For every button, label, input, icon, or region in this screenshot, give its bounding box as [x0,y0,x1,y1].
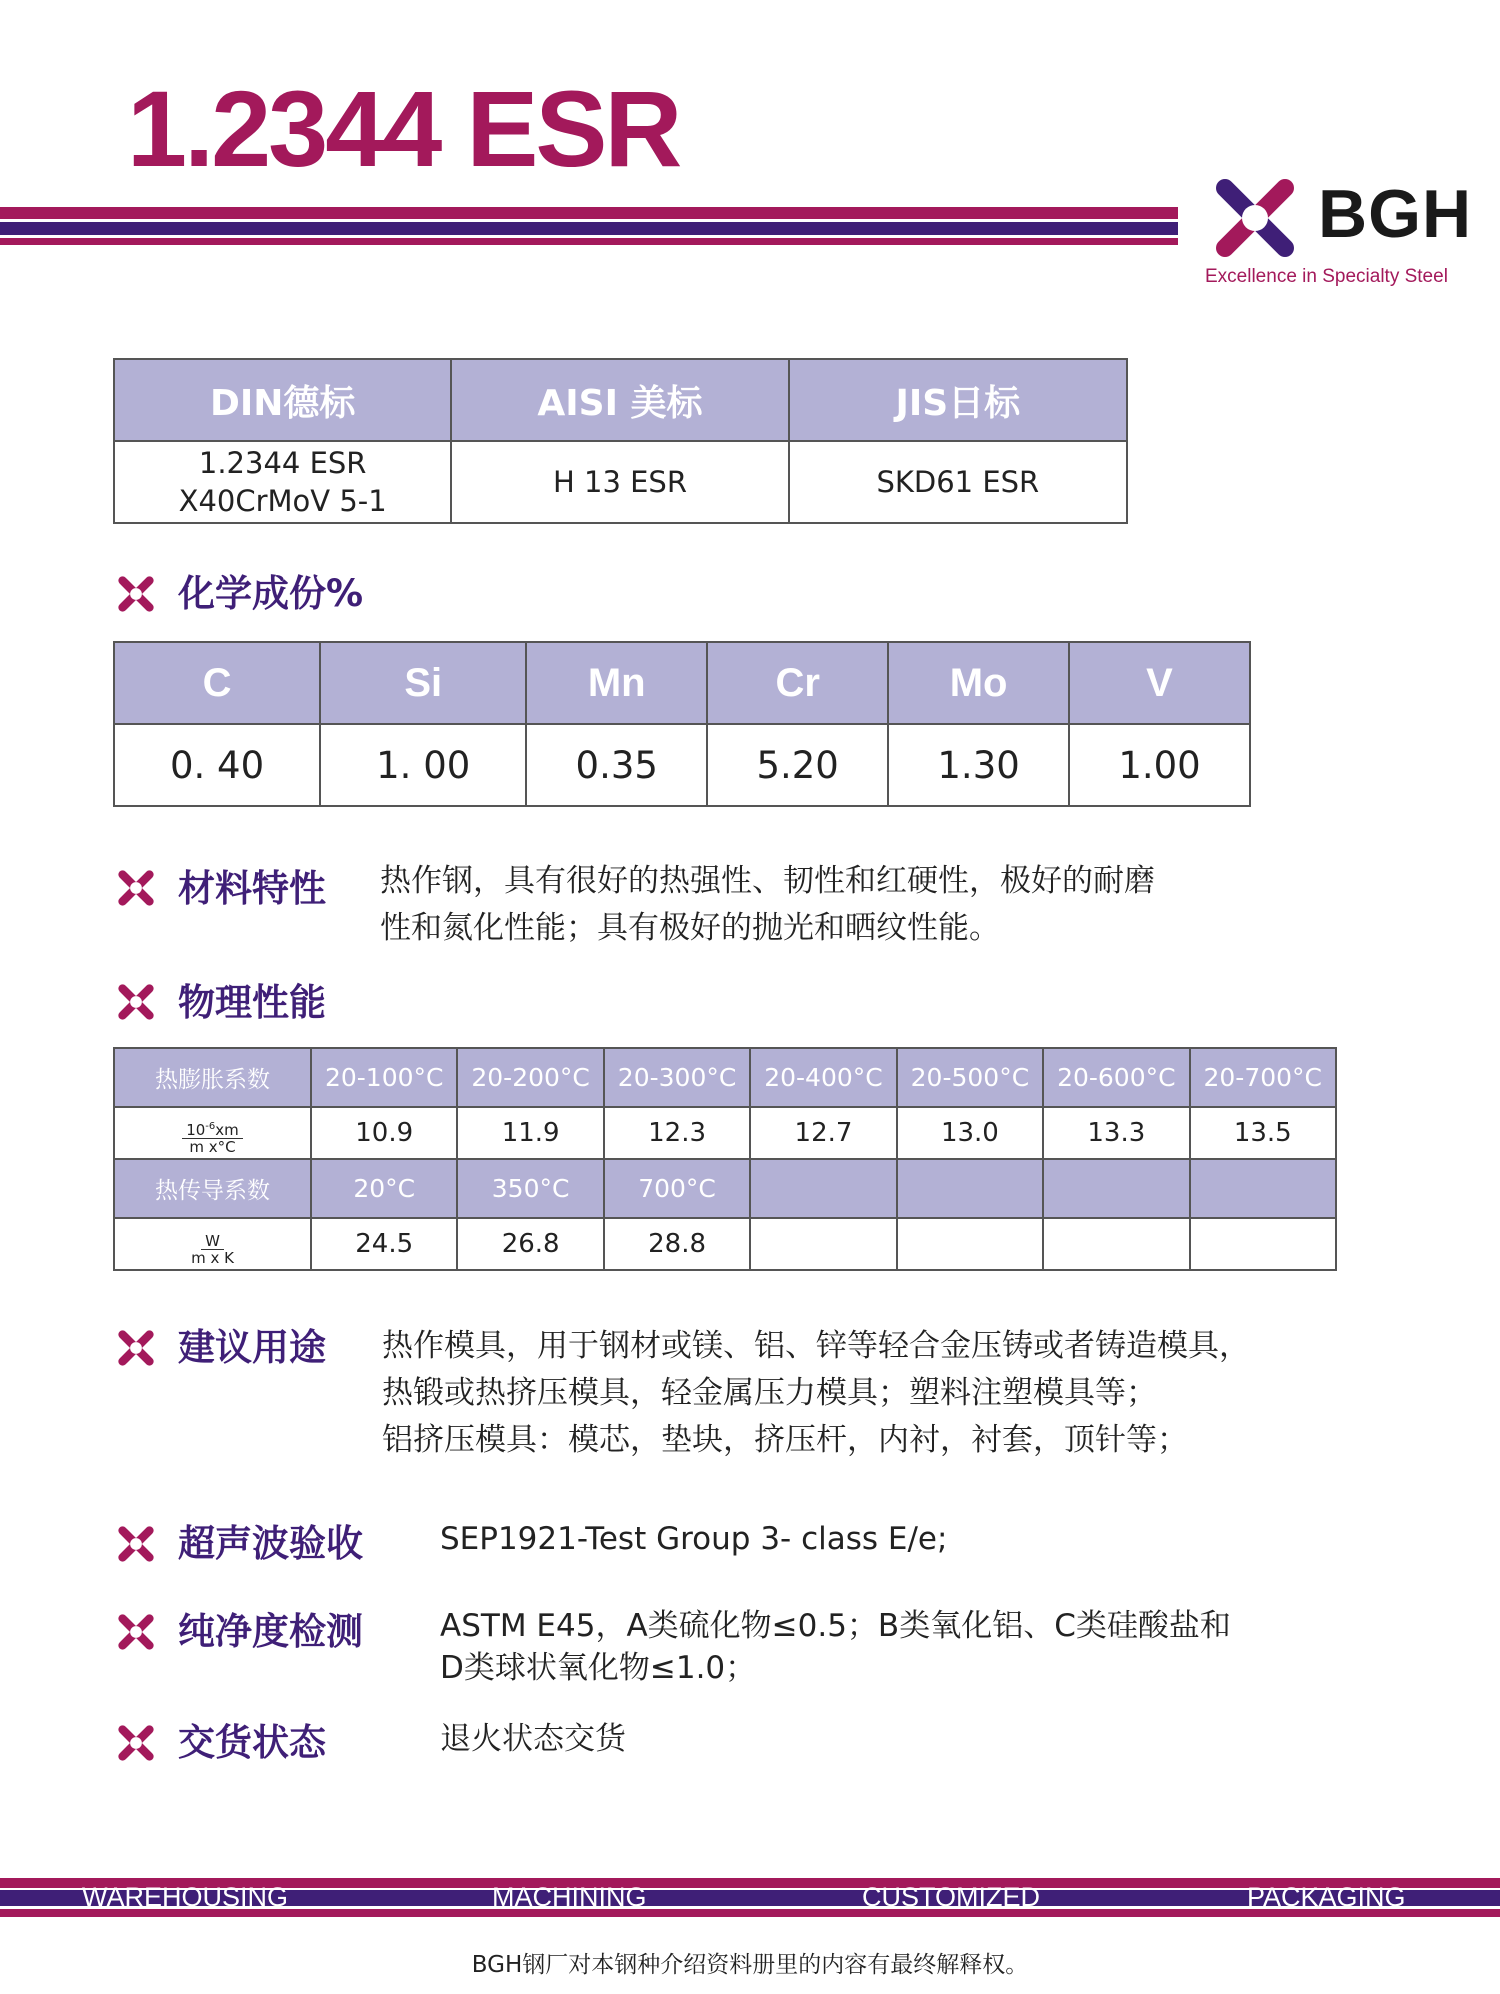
conductivity-unit [114,1218,311,1270]
din-grade: 1.2344 ESR [198,446,367,480]
expansion-label: 热膨胀系数 [114,1048,311,1107]
text-line: 铝挤压模具：模芯，垫块，挤压杆，内衬，衬套，顶针等； [382,1422,1188,1458]
element-header: C [114,642,320,724]
element-value: 1. 00 [320,724,526,806]
table-row [114,724,1250,806]
conductivity-value: 24.5 [311,1218,457,1270]
text-line: D类球状氧化物≤1.0； [440,1650,757,1686]
empty-cell [750,1218,896,1270]
unit-base: 10 [186,1120,206,1139]
physical-title: 物理性能 [178,981,326,1024]
usage-title: 建议用途 [178,1326,326,1369]
bgh-mark-icon [115,1722,157,1764]
element-value: 5.20 [707,724,888,806]
purity-text [440,1605,1231,1689]
text-line: 热作钢，具有很好的热强性、韧性和红硬性，极好的耐磨 [380,863,1155,899]
footer-item-customized: CUSTOMIZED [862,1882,1041,1912]
din-name: X40CrMoV 5-1 [178,484,387,518]
brand-name: BGH [1318,176,1473,252]
temp-header: 20-200°C [457,1048,603,1107]
bgh-mark-icon [115,1327,157,1369]
bgh-mark-icon [115,981,157,1023]
expansion-value: 12.7 [750,1107,896,1159]
bgh-mark-icon [115,867,157,909]
text-line: ASTM E45，A类硫化物≤0.5；B类氧化铝、C类硅酸盐和 [440,1608,1231,1644]
material-title: 材料特性 [178,867,326,910]
temp-header: 20°C [311,1159,457,1218]
bgh-logo-icon [1205,168,1305,268]
physical-table [113,1047,1337,1271]
empty-cell [750,1159,896,1218]
delivery-text: 退火状态交货 [440,1721,626,1757]
empty-cell [1043,1159,1189,1218]
element-value: 0. 40 [114,724,320,806]
empty-cell [1190,1159,1336,1218]
table-row [114,1107,1336,1159]
brand-tagline: Excellence in Specialty Steel [1205,266,1448,287]
unit-numerator: W [201,1233,224,1250]
delivery-title: 交货状态 [178,1721,326,1764]
element-value: 1.30 [888,724,1069,806]
table-row [114,359,1127,441]
element-value: 0.35 [526,724,707,806]
footer-item-warehousing: WAREHOUSING [82,1882,289,1912]
element-header: Si [320,642,526,724]
conductivity-label: 热传导系数 [114,1159,311,1218]
header-stripe [0,207,1178,219]
table-row [114,441,1127,523]
footer-note: BGH钢厂对本钢种介绍资料册里的内容有最终解释权。 [471,1952,1029,1978]
empty-cell [897,1159,1043,1218]
element-header: Mo [888,642,1069,724]
temp-header: 20-400°C [750,1048,896,1107]
unit-denominator: m x°C [189,1137,236,1156]
empty-cell [897,1218,1043,1270]
unit-suffix: xm [215,1120,239,1139]
temp-header: 20-100°C [311,1048,457,1107]
bgh-mark-icon [115,1523,157,1565]
temp-header: 350°C [457,1159,603,1218]
table-row [114,1048,1336,1107]
unit-fraction [182,1119,243,1155]
expansion-value: 10.9 [311,1107,457,1159]
table-row [114,1159,1336,1218]
ultrasonic-text: SEP1921-Test Group 3- class E/e; [440,1521,948,1557]
table-header: AISI 美标 [451,359,788,441]
text-line: 热作模具，用于钢材或镁、铝、锌等轻合金压铸或者铸造模具， [382,1328,1250,1364]
temp-header: 20-700°C [1190,1048,1336,1107]
element-header: Cr [707,642,888,724]
expansion-value: 13.0 [897,1107,1043,1159]
bgh-mark-icon [115,573,157,615]
expansion-value: 11.9 [457,1107,603,1159]
din-cell [114,441,451,523]
header-stripe [0,238,1178,245]
unit-denominator: m x K [191,1248,234,1267]
table-header: DIN德标 [114,359,451,441]
bgh-mark-icon [115,1611,157,1653]
usage-text [382,1323,1250,1464]
element-header: Mn [526,642,707,724]
empty-cell [1043,1218,1189,1270]
expansion-value: 13.3 [1043,1107,1189,1159]
purity-title: 纯净度检测 [178,1610,363,1653]
temp-header: 700°C [604,1159,750,1218]
chemistry-title: 化学成份% [178,572,364,615]
expansion-value: 13.5 [1190,1107,1336,1159]
footer-item-packaging: PACKAGING [1247,1882,1406,1912]
page-title: 1.2344 ESR [127,68,680,189]
text-line: 性和氮化性能；具有极好的抛光和晒纹性能。 [380,910,1000,946]
footer-item-machining: MACHINING [492,1882,647,1912]
expansion-value: 12.3 [604,1107,750,1159]
unit-exponent: -6 [205,1120,216,1132]
unit-fraction [191,1233,234,1266]
table-row [114,642,1250,724]
temp-header: 20-600°C [1043,1048,1189,1107]
header-stripe [0,222,1178,235]
table-header: JIS日标 [789,359,1127,441]
material-text [380,858,1155,952]
temp-header: 20-300°C [604,1048,750,1107]
chemistry-table [113,641,1251,807]
jis-cell: SKD61 ESR [789,441,1127,523]
element-value: 1.00 [1069,724,1250,806]
ultrasonic-title: 超声波验收 [178,1522,363,1565]
empty-cell [1190,1218,1336,1270]
table-row [114,1218,1336,1270]
standards-table [113,358,1128,524]
element-header: V [1069,642,1250,724]
conductivity-value: 26.8 [457,1218,603,1270]
temp-header: 20-500°C [897,1048,1043,1107]
unit-numerator [182,1119,243,1139]
aisi-cell: H 13 ESR [451,441,788,523]
conductivity-value: 28.8 [604,1218,750,1270]
text-line: 热锻或热挤压模具，轻金属压力模具；塑料注塑模具等； [382,1375,1157,1411]
expansion-unit [114,1107,311,1159]
